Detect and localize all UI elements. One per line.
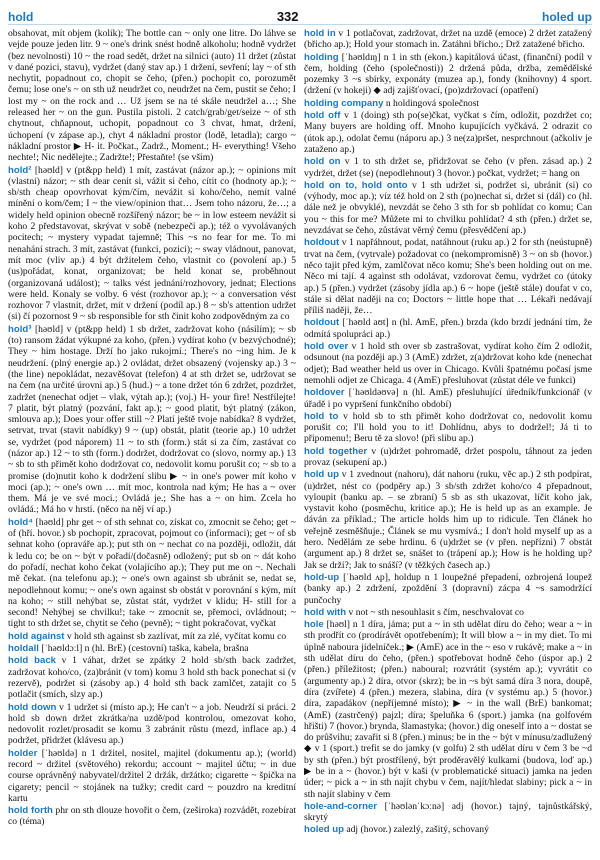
- entry-headword: hold in: [304, 28, 336, 39]
- dictionary-entry: [304, 341, 592, 386]
- entry-definition: [ˈhəʊld ʌp], holdup n 1 loupežné přepadení, ozbrojená loupež (banky ap.) 2 zdržení, zpoždění 3 (dopravní) zácpa 4 ~s samodržící punčochy: [304, 571, 592, 606]
- entry-definition: v 1 udržet si (místo ap.); He can't ~ a job. Neudrží si práci. 2 hold sb down držet zkrátka/na uzdě/pod kontrolou, omezovat koho, nedovolit rozlet/prosadit se komu 3 zabránit růstu (mezd, inflace ap.) 4 podržet, přidržet (klávesu ap.): [8, 701, 296, 747]
- entry-headword: holdover: [304, 387, 345, 399]
- entry-definition: v 1 to sth držet se, přidržovat se čeho (v přen. zásad ap.) 2 vydržet, držet (se) (nepodlehnout) 3 (hovor.) počkat, vydržet; = hang on: [304, 156, 592, 179]
- entry-headword: hold forth: [8, 805, 53, 817]
- entry-definition: obsahovat, mít objem (kolík); The bottle can ~ only one litre. Do láhve se vejde pouze jeden litr. 9 ~ one's drink snést hodně alkoholu; hodně vydržet (bez nevolnosti) 10 ~ the road sedět, držet na silnici (auto) 11 držet (zůstat v dané pozici, stavu), vydržet (daný stav ap.) 1 držení, sevření; lay ~ of sth nechytit, popadnout co, chopit se čeho, (přen.) pochopit co, porozumět čemu; lose one's ~ on sth už neudržet co, neudržet na čem, pustit se čeho; I lost my ~ on the rock and … Už jsem se na té skále neudržel a…; She released her ~ on the gun. Pustila pistoli. 2 catch/grab/get/seize ~ of sth chytnout, chňapnout, uchopit, popadnout co 3 chvat, hmat, držení, úchopení (v zápase ap.), chyt 4 nákladní prostor (lodě, letadla); cargo ~ nákladní prostor ▶ H- it. Počkat., Zadrž., Moment.; H- everything! Všeho nechte!; Nic nedělejte.; Zadržte!; Přestaňte! (se vším): [8, 28, 296, 164]
- entry-headword: holding: [304, 51, 339, 63]
- entry-definition: v 1 hold sth over sb zastrašovat, vydírat koho čím 2 odložit, odsunout (na později ap.) 3 (AmE) zdržet, z(a)držovat koho kde (nenechat odjet); Bad weather held us over in Chicago. Kvůli špatnému počasí jsme nemohli odjet ze Chicaga. 4 (AmE) přesluhovat (zůstat déle ve funkci): [304, 341, 592, 386]
- dictionary-entry: [8, 643, 296, 654]
- entry-headword: hold against: [8, 630, 65, 642]
- entry-definition: n holdingová společnost: [385, 97, 480, 109]
- entry-headword: hold to: [304, 410, 339, 422]
- dictionary-entry: [304, 98, 592, 109]
- dictionary-entry: [304, 317, 592, 340]
- entry-headword: hold back: [8, 655, 57, 667]
- entry-headword: hold together: [304, 445, 368, 457]
- entry-definition: v hold sb to sth přimět koho dodržovat co, nedovolit komu porušit co; I'll hold you to it! Dohlídnu, abys to dodržel!; Já ti to připomenu!; Beru tě za slovo! (při slibu ap.): [304, 410, 592, 445]
- entry-definition: [ˈhəʊld aʊt] n (hl. AmE, přen.) brzda (kdo brzdí jednání tím, že odmítá spolupráci ap.): [304, 317, 592, 340]
- entry-definition: v 1 váhat, držet se zpátky 2 hold sb/sth back zadržet, zadržovat koho/co, (za)bránit (v tom) komu 3 hold sth back ponechat si (v rezervě), podržet si (zásoby ap.) 4 hold sth back zamlčet, zatajit co 5 potlačit (smích, slzy ap.): [8, 655, 296, 701]
- left-column: [8, 28, 296, 858]
- entry-headword: hold on: [304, 156, 341, 168]
- dictionary-entry: [304, 607, 592, 618]
- entry-headword: hold²: [8, 164, 32, 176]
- entry-headword: holdout: [304, 237, 340, 249]
- dictionary-entry: [304, 411, 592, 445]
- entry-definition: v 1 sth udržet si, podržet si, ubránit (si) co (výhody, moc ap.); víz též hold on 2 sth (po)nechat si, držet si (dál) co (hl. dále než je obvyklé), nevzdát se čeho 3 sth for sb pohlídat co komu; Can you ~ this for me? Můžete mi to chvilku pohlídat? 4 sth (přen.) držet se, nevzdávat se čeho, zůstávat věrný čemu (přesvědčení ap.): [304, 179, 592, 237]
- entry-headword: hold-up: [304, 571, 340, 583]
- entry-definition: [həʊld] v (pt&pp held) 1 mít, zastávat (názor ap.); ~ opinions mít (vlastní) názor; ~ sth dear cenit si, vážit si čeho, cítit co (hodnoty ap.); ~ sb/sth cheap opovrhovat kým/čím, nevážit si koho/čeho, nemít valné mínění o kom/čem; I ~ the view/opinion that… Jsem toho názoru, že…; a widely held opinion obecně rozšířený názor; be ~ in low esteem nevážit si koho 2 představovat, skrývat v sobě (nebezpečí ap.); též o vyvolávaných pocitech; ~ mystery vypadat tajemně; This ~s no fear for me. To mi nenahání strach. 3 mít, zastávat (funkci, pozici); ~ sway vládnout, panovat, mít moc (vliv ap.) 4 být držitelem čeho, vlastnit co (povolení ap.) 5 (us)pořádat, konat, organizovat; be held konat se, proběhnout (organizovaná událost); ~ talks vést jednání/rozhovory, jednat; Elections were held. Konaly se volby. 6 vést (rozhovor ap.); ~ a conversation vést rozhovor 7 vlastnit, držet, mít v držení (podíl ap.) 8 ~ sb's attention udržet (si) čí pozornost 9 ~ sb responsible for sth činit koho zodpovědným za co: [8, 164, 296, 323]
- entry-definition: v hold sth against sb zazlívat, mít za zlé, vyčítat komu co: [66, 630, 287, 642]
- entry-headword: hold on to, hold onto: [304, 179, 408, 191]
- entry-definition: v 1 zvednout (nahoru), dát nahoru (ruku, věc ap.) 2 sth podpírat, (u)držet, nést co (podpěry ap.) 3 sb/sth zdržet koho/co 4 přepadnout, vyloupit (banku ap. – se zbraní) 5 sb as sth ukazovat, líčit koho jak, vystavit koho (posměchu, kritice ap.); He is held up as an example. Je dáván za příklad.; The article holds him up to ridicule. Ten článek ho veřejně zesměšňuje.; Článek se mu vysmívá.; I don't hold myself up as a hero. Nedělám ze sebe hrdinu. 6 (u)držet se (v přen. nepřízni) 7 obstát (argument ap.) 8 držet se, snášet to (trápení ap.); How is he holding up? Jak se drží?; Jak to snáší? (v těžkých časech ap.): [304, 469, 592, 571]
- dictionary-entry: [304, 446, 592, 469]
- entry-headword: holed up: [304, 824, 344, 836]
- dictionary-entry: [304, 237, 592, 316]
- page-header: [8, 4, 592, 25]
- entry-headword: holdout: [304, 317, 340, 329]
- entry-headword: hole-and-corner: [304, 800, 378, 812]
- entry-definition: adj (hovor.) zalezlý, zašitý, schovaný: [346, 824, 489, 836]
- dictionary-entry: [8, 517, 296, 630]
- dictionary-entry: [8, 631, 296, 642]
- dictionary-entry: [304, 52, 592, 97]
- entry-headword: hold up: [304, 469, 339, 481]
- entry-definition: [ˈhəʊldɔːl] n (hl. BrE) (cestovní) taška, kabela, brašna: [41, 643, 249, 655]
- entry-headword: hold over: [304, 341, 349, 353]
- dictionary-entry: [8, 165, 296, 323]
- entry-definition: v 1 (doing) sth po(se)čkat, vyčkat s čím, odložit, pozdržet co; Many buyers are holding off. Mnoho kupujících vyčkává. 2 odrazit co (útok ap.), odolat čemu (náporu ap.) 3 ne(za)pršet, nesprchnout (ačkoliv je zataženo ap.): [304, 110, 592, 155]
- dictionary-entry: [304, 572, 592, 606]
- entry-headword: holder: [8, 747, 38, 759]
- entry-definition: [ˈhəʊldə] n 1 držitel, nositel, majitel (dokumentu ap.); (world) record ~ držitel (světového) rekordu; account ~ majitel účtu; ~ in due course oprávněný nabyvatel/držitel 2 držák, držátko; cigarette ~ špička na cigarety; pencil ~ stojánek na tužky; credit card ~ pouzdro na kreditní kartu: [8, 747, 296, 804]
- entry-headword: hold with: [304, 606, 347, 618]
- page-number: 332: [276, 9, 299, 24]
- dictionary-entry: [304, 619, 592, 800]
- entry-headword: hold⁴: [8, 516, 33, 528]
- dictionary-entry: [304, 387, 592, 410]
- dictionary-entry: [8, 702, 296, 747]
- entry-definition: v (u)držet pohromadě, držet pospolu, táhnout za jeden provaz (sekupení ap.): [304, 445, 592, 468]
- dictionary-entry: [304, 156, 592, 179]
- dictionary-entry: [8, 805, 296, 828]
- dictionary-entry: [304, 824, 592, 835]
- entry-definition: [həʊld] phr get ~ of sth sehnat co, získat co, zmocnit se čeho; get ~ of (hří. hovor.) sb pochopit, zpracovat, pojmout co (informaci); get ~ of sb sehnat koho (opraváře ap.); put sth on ~ nechat co na později, odložit, dát k ledu co; be on ~ být v pořadí/(dočasně) odložený; put sb on ~ dát koho do pořadí, nechat koho čekat (volajícího ap.); They put me on ~. Nechali mě čekat. (na telefonu ap.); ~ one's own against sb ubránit se, nedat se, nepodlehnout komu; ~ one's own against sb obstát v porovnání s kým, mít na koho; ~ still nehýbat se, zůstat stát, vydržet v klidu; H- still for a second! Nehýbej se chvilku!; take ~ zmocnit se, přemoci, ovládnout; ~ tight to sth držet se, chytit se čeho (pevně); ~ tight pokračovat, vyčkat: [8, 516, 296, 630]
- entry-definition: [ˈhəʊlənˈkɔːnə] adj (hovor.) tajný, tajnůstkářský, skrytý: [304, 800, 592, 824]
- entry-definition: [həʊl] n 1 díra, jáma; put a ~ in sth udělat díru do čeho; wear a ~ in sth prodřít co (prodírávět opotřebením); It will blow a ~ in my diet. To mi úplně naboura jídelníček.; ▶ (AmE) ace in the ~ eso v rukávě; make a ~ in sth udělat díru do čeho, (přen.) spotřebovat hodně čeho (úspor ap.) 2 (přen.) příležitost; (přen.) naboural; rozvrátit (systém ap.); vyvrátit co (argumenty ap.) 2 díra, otvor (skrz); be in ~s být samá díra 3 nora, doupě, díra (zvířete) 4 (přen.) mezera, slabina, díra (v systému ap.) 5 (hovor.) díra, zapadákov (nepříjemné místo); ▶ ~ in the wall (BrE) bankomat; (AmE) (zastrčený) pajzl; díra; špeluňka 6 (sport.) jamka (na golfovém hřišti) 7 (hovor.) brynda, šlamastyka; (hovor.) dig oneself into a ~ dostat se do průšvihu; zavařit si 8 (přen.) minus; be in the ~ být v mínusu/zadlužený ◆ v 1 (sport.) trefit se do jamky (v golfu) 2 sth udělat díru v čem 3 be ~d by sth (přen.) být prostřílený, být proděravělý kulkami (budova, loď ap.) ▶ be in a ~ (hovor.) být v kaši (v problematické situaci) jamka na jeden úder; ~ pick a ~ in sth najít chybu v čem, najít/hledat slabiny; pick a ~ in sth najít slabiny v čem: [304, 619, 592, 800]
- entry-definition: [həʊld] v (pt&pp held) 1 sb držet, zadržovat koho (násilím); ~ sb (to) ransom žádat výkupné za koho, (přen.) vydírat koho (v bezvýchodné); They ~ him hostage. Drží ho jako rukojmí.; There's no ~ing him. Je k neudržení. (plný energie ap.) 2 ovládat, držet obsazený (vojensky ap.) 3 ~ (the line) nepokládat, nezavěšovat (telefon) 4 at sth držet se, udržovat se na čem (na určité úrovni ap.) 5 (hud.) ~ a tone držet tón 6 zdržet, pozdržet, zadržet (nenechat odjet – vlak, výtah ap.); (voj.) H- your fire! Nestřílejte! 7 platit, být platný (pozvání, fakt ap.); ~ good platit, být platný (zákon, smlouva ap.); Does your offer still ~? Platí ještě tvoje nabídka? 8 vydržet, setrvat, trvat (stavit nabídky) 9 ~ (up) obstát, platit (teorie ap.) 10 udržet se, vydržet (pod náporem) 11 ~ to sth (form.) stát si za čím, zastávat co (názor ap.) 12 ~ to sth (form.) dodržet, dodržovat co (slovo, normy ap.) 13 ~ sb to sth přimět koho dodržovat co, nedovolit komu porušit co; ~ sb to a promise (do)nutit koho k dodržení slibu ▶ ~ in one's power mít koho v moci (ap.); ~ one's own … mít moc, kontrola nad kým; He has a ~ over them. Má je ve své moci.; Ovládá je.; She has a ~ on him. Zcela ho ovládá.; Má ho v hrsti. (něco na něj ví ap.): [8, 323, 296, 516]
- dictionary-entry: [8, 748, 296, 804]
- entry-headword: hold³: [8, 323, 32, 335]
- entry-headword: hole: [304, 619, 324, 631]
- entry-headword: hold off: [304, 110, 341, 122]
- entry-definition: v 1 napřáhnout, podat, natáhnout (ruku ap.) 2 for sth (neústupně) trvat na čem, (vytrvale) požadovat co (nekompromisně) 3 ~ on sb (hovor.) něco tajit před kým, zamlčovat něco komu; She's been holding out on me. Něco mi tají. 4 against sth odolávat, vzdorovat čemu, vydržet co (útoky ap.) 5 (přen.) vydržet (zásoby jídla ap.) 6 ~ hope (ještě stále) doufat v co, stále si dělat naději na co; Doctors ~ little hope that … Lékaři nedávají příliš naději, že…: [304, 237, 592, 317]
- columns: [8, 28, 592, 858]
- entry-definition: [ˈhəʊldəʊvə] n (hl. AmE) přesluhující úředník/funkcionář (v úřadě i po vypršení funkčního období): [304, 387, 592, 410]
- entry-definition: [ˈhəʊldɪŋ] n 1 in sth (ekon.) kapitálová účast, (finanční) podíl v čem, holding (čeho (společnosti)) 2 držená půda, držba, zemědělské pozemky 3 ~s sbírky, exponáty (muzea ap.), fondy (knihovny) 4 sport. (držení (v hokeji) ◆ adj zajišťovací, (po)zdržovací (opatření): [304, 51, 592, 97]
- right-running-headword: holed up: [542, 10, 592, 24]
- entry-headword: holding company: [304, 97, 384, 109]
- entry-definition: v 1 potlačovat, zadržovat, držet na uzdě (emoce) 2 držet zatažený (břicho ap.); Hold your stomach in. Zatáhni břicho.; Drž zatažené břicho.: [304, 28, 592, 51]
- dictionary-entry: [8, 324, 296, 516]
- dictionary-entry: [304, 469, 592, 571]
- left-running-headword: hold: [8, 10, 34, 24]
- entry-headword: holdall: [8, 643, 39, 655]
- dictionary-entry: [8, 655, 296, 700]
- entry-definition: v not ~ sth nesouhlasit s čím, neschvalovat co: [348, 606, 524, 618]
- entry-definition: phr on sth dlouze hovořit o čem, (zeširoka) rozvádět, rozebírat co (téma): [8, 805, 296, 828]
- dictionary-entry: [304, 801, 592, 824]
- dictionary-entry: [8, 28, 296, 164]
- right-column: [304, 28, 592, 858]
- dictionary-entry: [304, 28, 592, 51]
- dictionary-entry: [304, 180, 592, 236]
- entry-headword: hold down: [8, 701, 57, 713]
- dictionary-entry: [304, 110, 592, 155]
